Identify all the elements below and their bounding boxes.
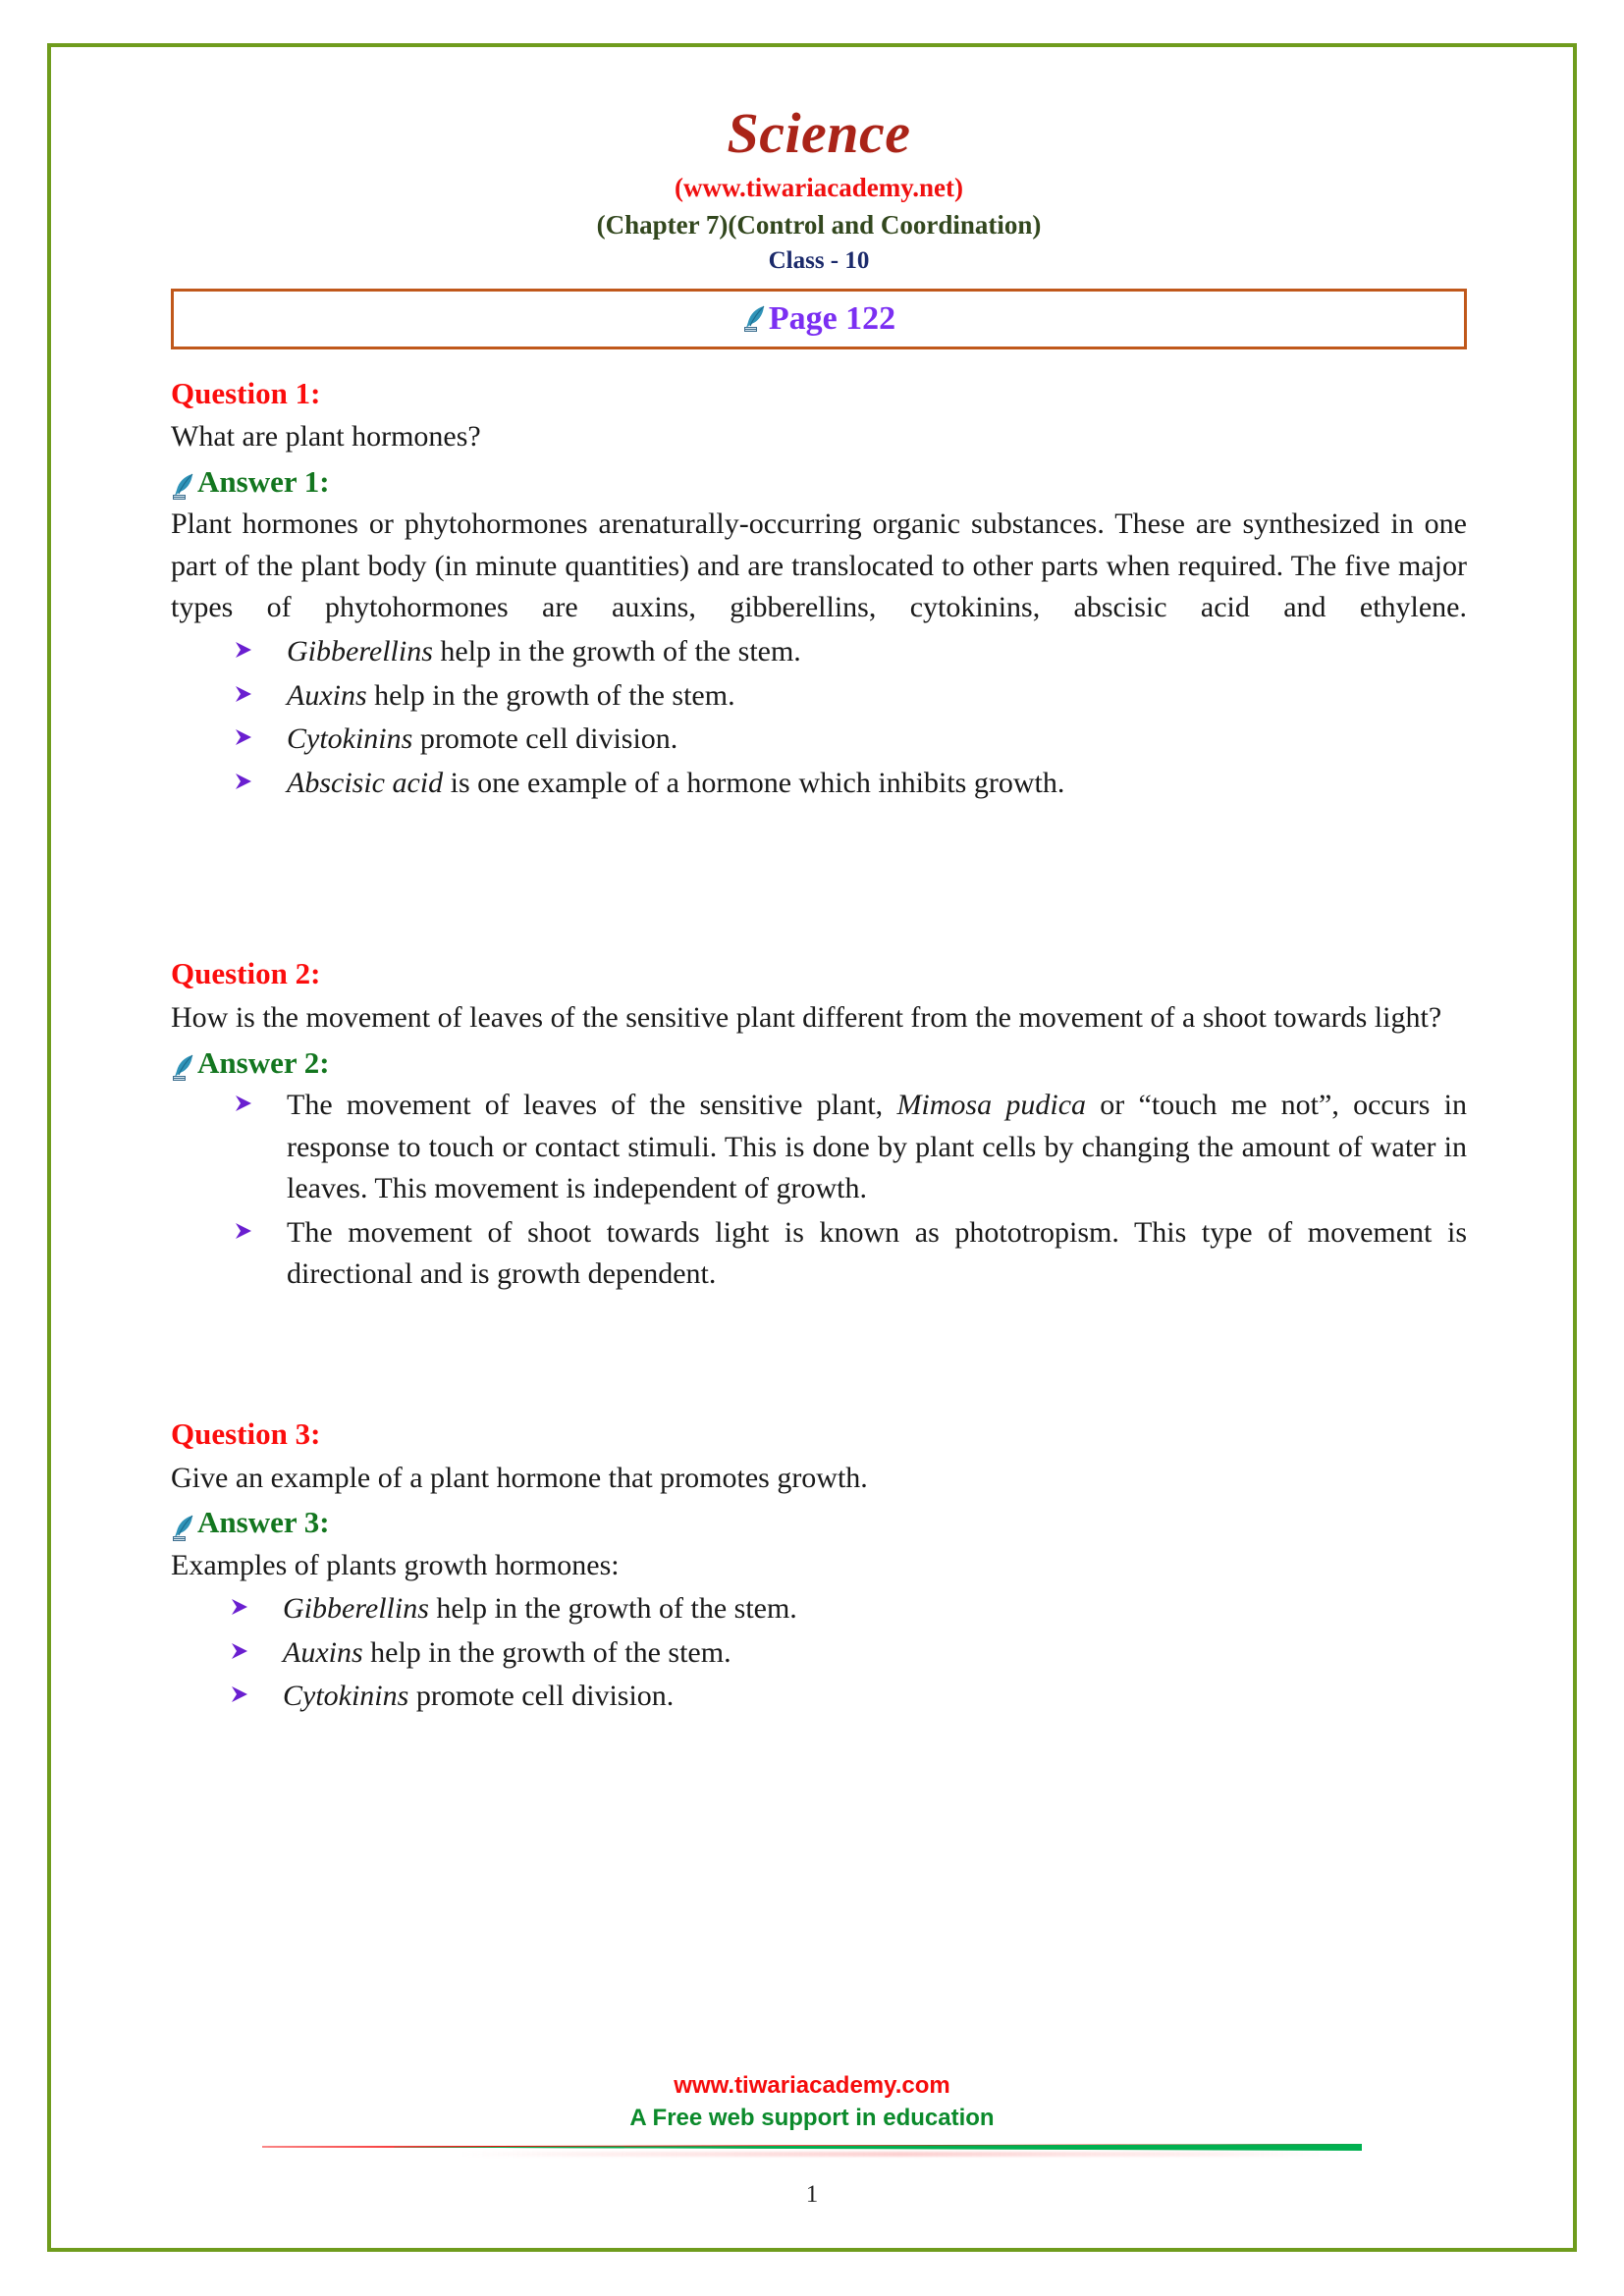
arrow-bullet-icon bbox=[230, 1676, 259, 1711]
question-block-2 bbox=[171, 955, 1467, 1296]
list-item-term: Cytokinins bbox=[287, 722, 413, 756]
question-3-text: Give an example of a plant hormone that promotes growth. bbox=[171, 1461, 868, 1494]
question-2-text: How is the movement of leaves of the sensitive plant different from the movement of a shoot towards light? bbox=[171, 1001, 1442, 1035]
arrow-bullet-icon bbox=[234, 631, 263, 667]
list-item-pre: The movement of shoot towards light is known as phototropism. This type of movement is directional and is growth dependent. bbox=[287, 1215, 1467, 1291]
list-item-rest: help in the growth of the stem. bbox=[428, 1592, 797, 1626]
document-footer bbox=[51, 2070, 1573, 2154]
arrow-bullet-icon bbox=[234, 763, 263, 798]
list-item-term: Abscisic acid bbox=[287, 766, 444, 799]
list-item-post: or “touch me not”, occurs in response to touch or contact stimuli. This is done by plant cells by changing the amount of water in leaves. This movement is independent of growth. bbox=[287, 1089, 1467, 1205]
answer-1-heading-row bbox=[171, 462, 1467, 502]
list-item bbox=[226, 631, 1467, 673]
quill-icon bbox=[742, 304, 768, 334]
list-item bbox=[226, 719, 1467, 761]
answer-3-heading: Answer 3: bbox=[197, 1505, 330, 1540]
list-item-rest: help in the growth of the stem. bbox=[432, 635, 801, 668]
quill-icon bbox=[171, 472, 196, 502]
question-block-3 bbox=[171, 1415, 1467, 1718]
question-1-text: What are plant hormones? bbox=[171, 420, 481, 454]
answer-1-bullet-list bbox=[226, 631, 1467, 804]
question-3-heading: Question 3: bbox=[171, 1416, 321, 1452]
list-item-rest: promote cell division. bbox=[408, 1680, 675, 1713]
page-title: Science bbox=[727, 101, 911, 165]
list-item-term: Gibberellins bbox=[283, 1592, 429, 1626]
list-item bbox=[222, 1676, 1467, 1718]
arrow-bullet-icon bbox=[234, 719, 263, 754]
list-item bbox=[226, 763, 1467, 805]
answer-3-bullet-list bbox=[222, 1588, 1467, 1718]
list-item-term: Gibberellins bbox=[287, 635, 433, 668]
answer-3-intro: Examples of plants growth hormones: bbox=[171, 1548, 620, 1581]
question-1-heading: Question 1: bbox=[171, 375, 321, 410]
document-content bbox=[171, 69, 1467, 1718]
answer-2-heading-row bbox=[171, 1043, 1467, 1083]
list-item-rest: is one example of a hormone which inhibits growth. bbox=[443, 766, 1065, 799]
header-chapter: (Chapter 7)(Control and Coordination) bbox=[596, 209, 1042, 240]
list-item bbox=[226, 1212, 1467, 1296]
list-item bbox=[222, 1588, 1467, 1630]
list-item-term: Mimosa pudica bbox=[896, 1089, 1087, 1122]
arrow-bullet-icon bbox=[234, 1085, 263, 1120]
list-item bbox=[226, 675, 1467, 718]
quill-icon bbox=[171, 1053, 196, 1083]
list-item-term: Auxins bbox=[283, 1635, 363, 1669]
answer-3-heading-row bbox=[171, 1503, 1467, 1542]
arrow-bullet-icon bbox=[230, 1632, 259, 1668]
list-item bbox=[222, 1632, 1467, 1675]
header-class: Class - 10 bbox=[768, 247, 870, 275]
page-banner bbox=[171, 289, 1467, 349]
footer-tagline: A Free web support in education bbox=[629, 2104, 995, 2131]
list-item-rest: help in the growth of the stem. bbox=[362, 1635, 731, 1669]
document-header bbox=[171, 101, 1467, 277]
list-item-rest: help in the growth of the stem. bbox=[366, 678, 735, 712]
section-spacer bbox=[171, 1296, 1467, 1390]
question-2-heading: Question 2: bbox=[171, 956, 321, 991]
list-item-term: Auxins bbox=[287, 678, 367, 712]
header-website: (www.tiwariacademy.net) bbox=[675, 172, 963, 202]
footer-divider-green bbox=[394, 2144, 1362, 2151]
list-item bbox=[226, 1085, 1467, 1210]
arrow-bullet-icon bbox=[230, 1588, 259, 1624]
list-item-pre: The movement of leaves of the sensitive plant, bbox=[287, 1089, 897, 1122]
answer-1-paragraph-text: Plant hormones or phytohormones arenaturally-occurring organic substances. These are synthesized in one part of the plant body (in minute quantities) and are translocated to other parts when required. The five major types of phytohormones are auxins, gibberellins, cytokinins, abscisic acid and ethylene. bbox=[171, 507, 1467, 624]
answer-2-bullet-list bbox=[226, 1085, 1467, 1296]
answer-1-paragraph bbox=[171, 504, 1467, 629]
page-banner-label: Page 122 bbox=[768, 299, 896, 337]
arrow-bullet-icon bbox=[234, 1212, 263, 1248]
answer-2-heading: Answer 2: bbox=[197, 1044, 330, 1080]
page-border-frame bbox=[47, 43, 1577, 2252]
list-item-term: Cytokinins bbox=[283, 1680, 409, 1713]
footer-website: www.tiwariacademy.com bbox=[674, 2072, 950, 2100]
list-item-rest: promote cell division. bbox=[412, 722, 678, 756]
section-spacer bbox=[171, 804, 1467, 930]
page-number: 1 bbox=[805, 2181, 819, 2208]
footer-divider bbox=[262, 2140, 1362, 2154]
footer-divider-shadow bbox=[460, 2152, 1340, 2157]
arrow-bullet-icon bbox=[234, 675, 263, 711]
quill-icon bbox=[171, 1514, 196, 1543]
question-block-1 bbox=[171, 375, 1467, 805]
answer-1-heading: Answer 1: bbox=[197, 463, 330, 499]
